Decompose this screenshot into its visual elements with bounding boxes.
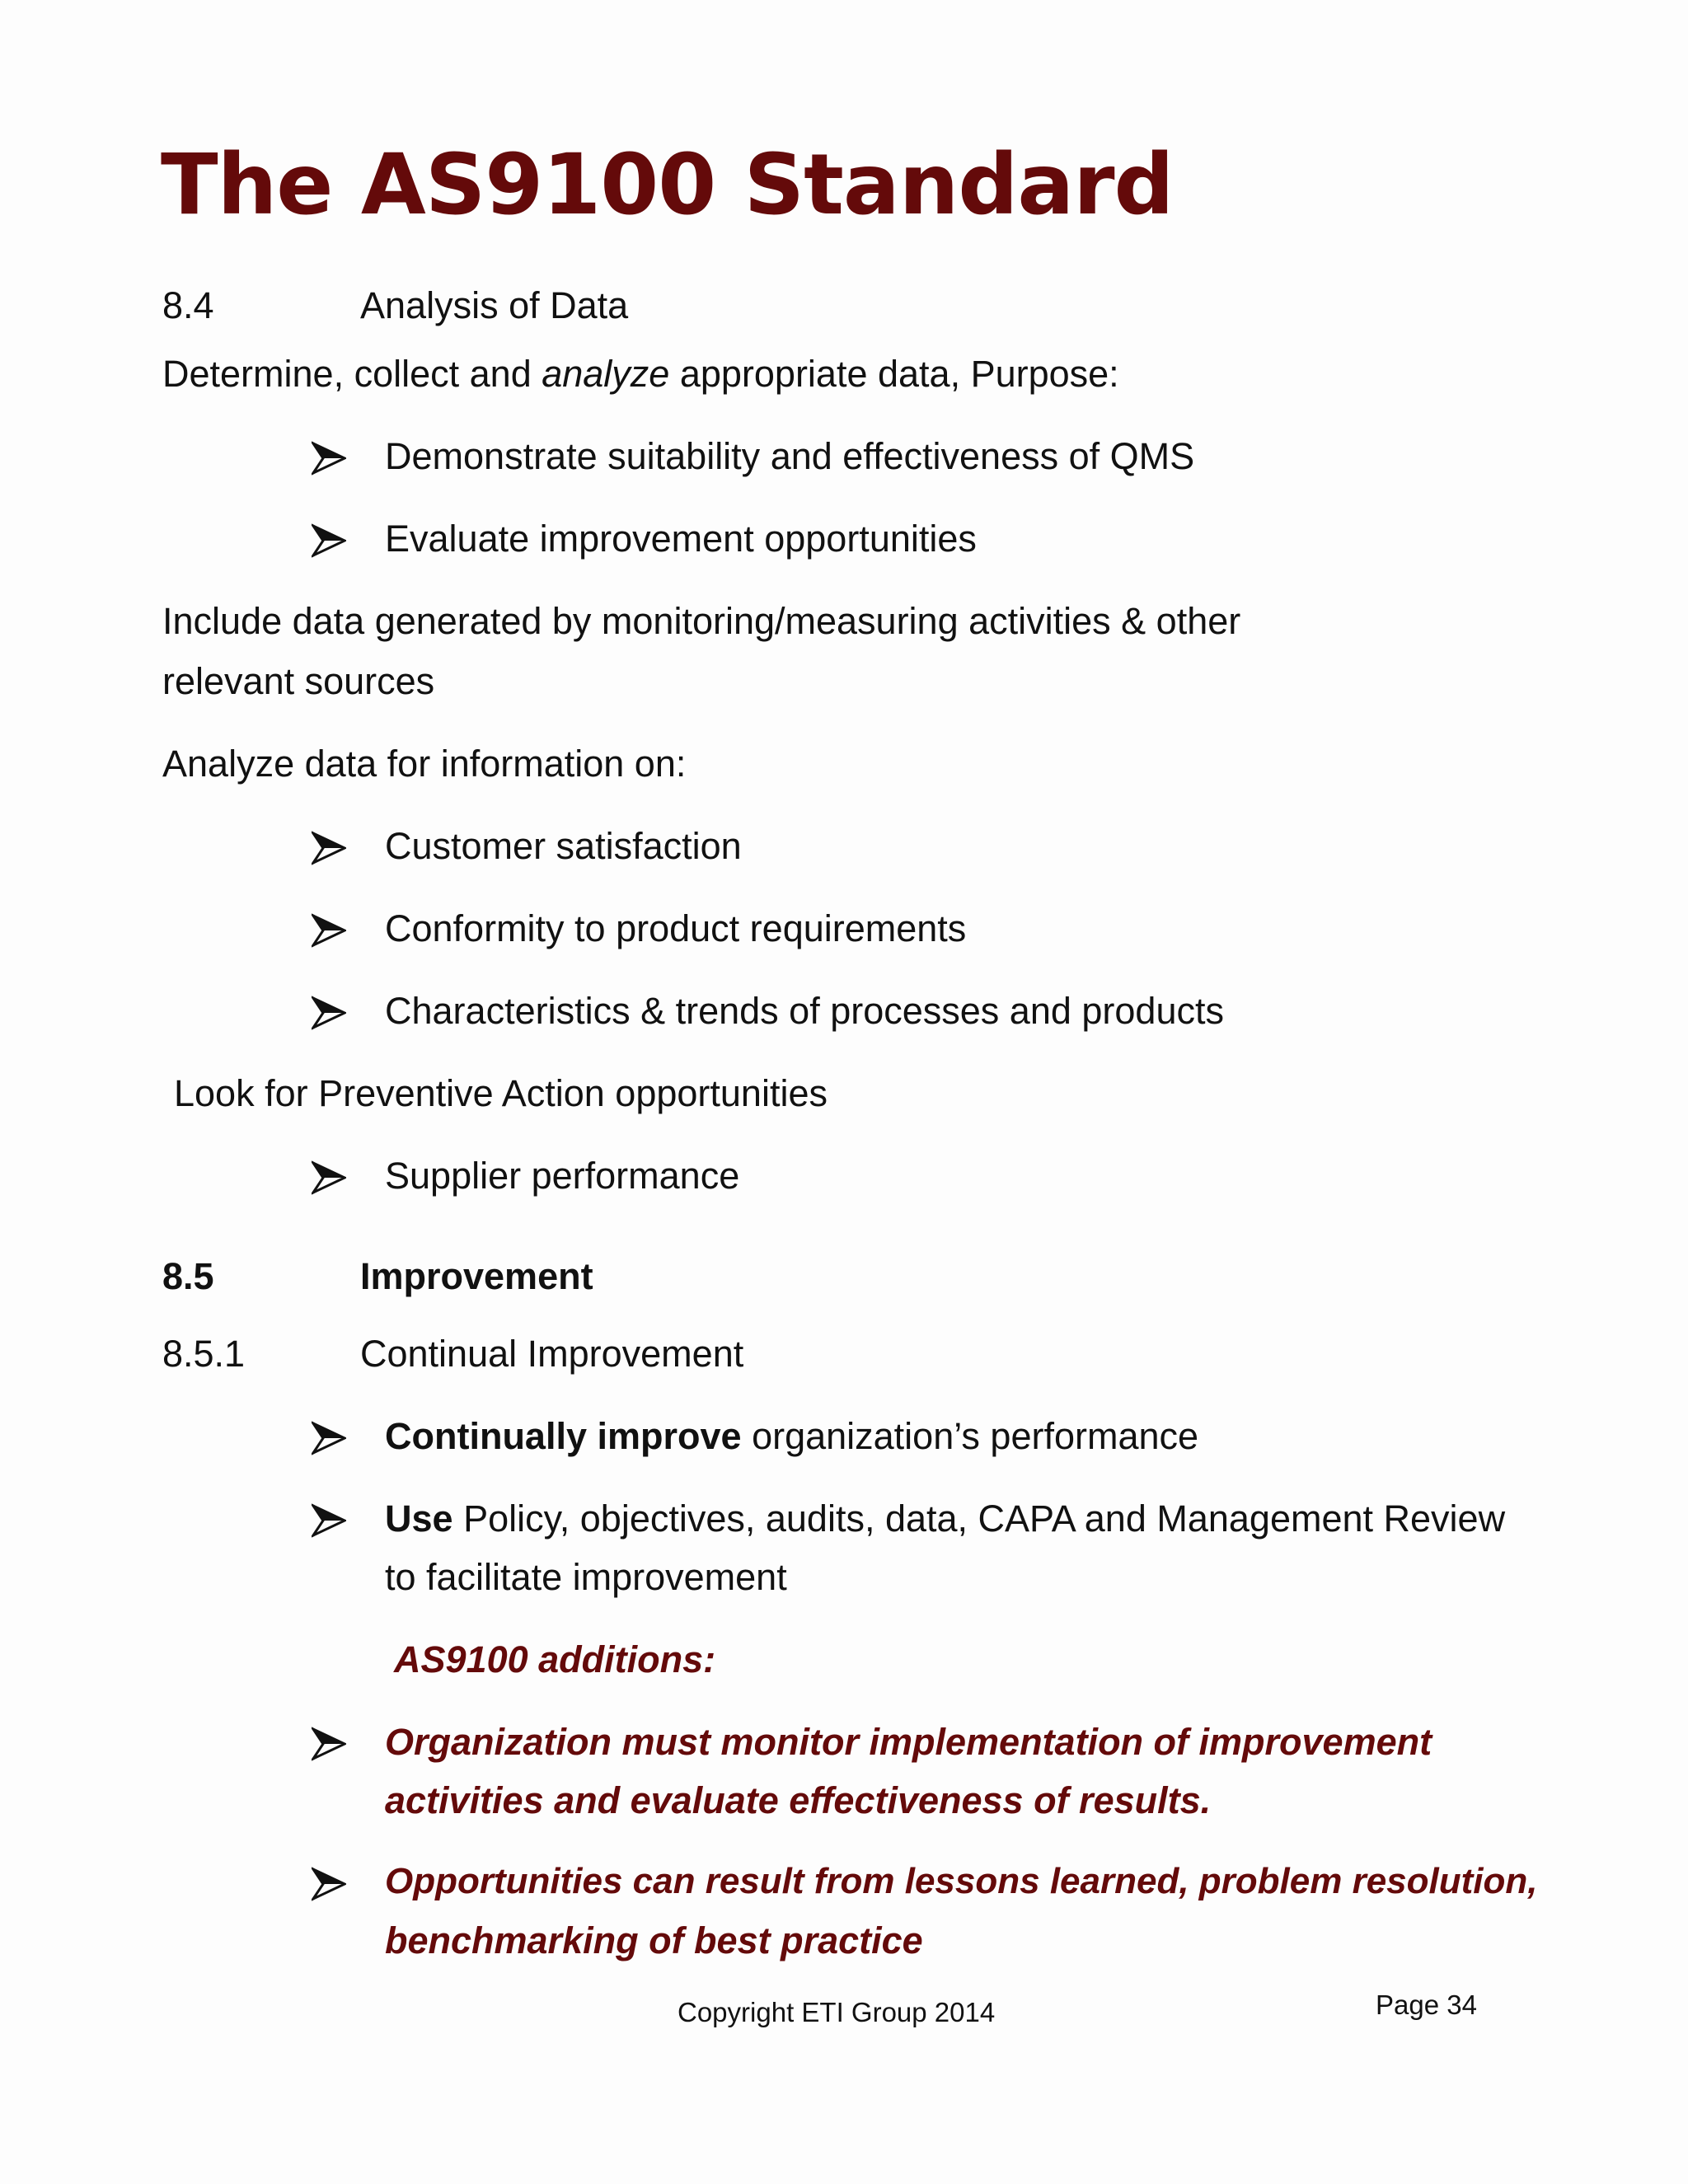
- emphasis-text: analyze: [542, 353, 670, 395]
- arrow-bullet-icon: [312, 1503, 346, 1538]
- text-segment: organization’s performance: [741, 1415, 1199, 1457]
- arrow-bullet-icon: [312, 996, 346, 1030]
- section-title: Analysis of Data: [360, 284, 629, 326]
- bold-text: Continually improve: [385, 1415, 742, 1457]
- arrow-bullet-icon: [312, 441, 346, 476]
- list-item: Organization must monitor implementation of improvement: [385, 1721, 1432, 1763]
- list-item: Opportunities can result from lessons learned, problem resolution,: [385, 1861, 1538, 1901]
- list-item: Supplier performance: [385, 1155, 740, 1197]
- section-number: 8.5: [162, 1255, 214, 1297]
- bold-text: Use: [385, 1497, 453, 1540]
- list-item: Characteristics & trends of processes and products: [385, 990, 1224, 1032]
- list-item-continuation: benchmarking of best practice: [385, 1919, 923, 1961]
- subsection-title: Continual Improvement: [360, 1333, 744, 1375]
- text-segment: appropriate data, Purpose:: [669, 353, 1119, 395]
- text-segment: Determine, collect and: [162, 353, 542, 395]
- list-item-continuation: to facilitate improvement: [385, 1556, 787, 1598]
- paragraph-line: relevant sources: [162, 660, 435, 702]
- subsection-number: 8.5.1: [162, 1333, 246, 1375]
- list-item: Demonstrate suitability and effectiveness of QMS: [385, 435, 1195, 477]
- paragraph-line: Include data generated by monitoring/measuring activities & other: [162, 600, 1241, 642]
- section-number: 8.4: [162, 284, 214, 326]
- list-item: Customer satisfaction: [385, 825, 742, 867]
- list-item: [385, 1497, 1505, 1540]
- text-segment: Policy, objectives, audits, data, CAPA and Management Review: [452, 1497, 1506, 1540]
- list-item: [385, 1415, 1198, 1458]
- copyright-text: Copyright ETI Group 2014: [678, 1997, 996, 2027]
- page-number: Page 34: [1376, 1990, 1477, 2020]
- list-item: Conformity to product requirements: [385, 907, 967, 949]
- arrow-bullet-icon: [312, 523, 346, 558]
- arrow-bullet-icon: [312, 831, 346, 865]
- arrow-bullet-icon: [312, 1421, 346, 1455]
- arrow-bullet-icon: [312, 1160, 346, 1195]
- arrow-bullet-icon: [312, 1867, 346, 1901]
- purpose-line: [162, 353, 1119, 396]
- paragraph-heading: Analyze data for information on:: [162, 743, 687, 785]
- paragraph-line: Look for Preventive Action opportunities: [174, 1072, 828, 1114]
- arrow-bullet-icon: [312, 913, 346, 948]
- page-title: The AS9100 Standard: [161, 136, 1174, 234]
- list-item-continuation: activities and evaluate effectiveness of results.: [385, 1779, 1212, 1821]
- additions-heading: AS9100 additions:: [394, 1638, 716, 1680]
- list-item: Evaluate improvement opportunities: [385, 518, 977, 560]
- section-title: Improvement: [360, 1255, 593, 1297]
- arrow-bullet-icon: [312, 1727, 346, 1761]
